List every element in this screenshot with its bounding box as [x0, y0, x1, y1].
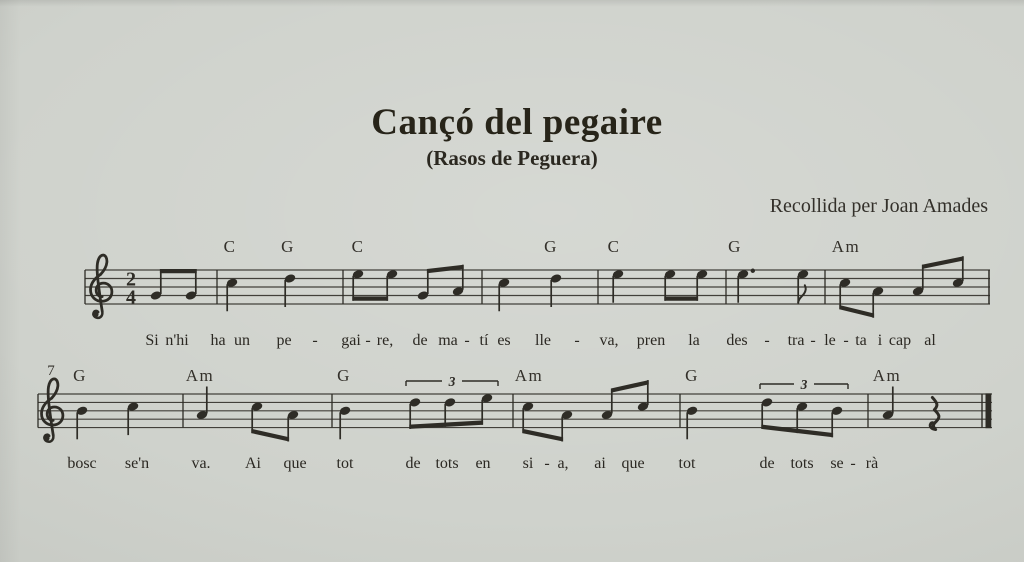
chord-symbol: C	[351, 237, 365, 256]
beam	[839, 305, 874, 318]
time-signature-denominator: 4	[126, 286, 136, 309]
lyric-syllable: ta	[855, 332, 867, 349]
lyric-syllable: a,	[557, 455, 569, 472]
lyric-syllable: i	[877, 332, 883, 349]
chord-symbol: G	[73, 366, 87, 385]
lyric-syllable: va,	[599, 332, 619, 349]
lyric-syllable: es	[497, 332, 511, 349]
page-title: Cançó del pegaire	[371, 102, 663, 143]
lyric-syllable: al	[924, 332, 936, 349]
tuplet-number: 3	[800, 377, 808, 392]
lyric-syllable: lle	[535, 332, 551, 349]
lyric-syllable: des	[726, 332, 748, 349]
lyric-syllable: de	[412, 332, 428, 349]
chord-symbol: G	[544, 237, 558, 256]
beam	[251, 429, 289, 442]
lyric-syllable: se	[830, 455, 844, 472]
chord-symbol: Am	[872, 366, 902, 385]
lyric-syllable: tot	[336, 455, 354, 472]
beam	[922, 256, 964, 269]
lyric-syllable: tot	[678, 455, 696, 472]
lyric-syllable: ha	[210, 332, 226, 349]
eighth-flag	[798, 285, 806, 303]
lyric-syllable: re,	[376, 332, 394, 349]
chord-symbol: Am	[831, 237, 861, 256]
measure-number: 7	[47, 363, 55, 379]
lyric-syllable: Si	[145, 332, 159, 349]
lyric-syllable: tots	[435, 455, 459, 472]
beam	[664, 296, 698, 300]
lyric-syllable: -	[764, 332, 770, 349]
lyric-syllable: un	[234, 332, 250, 349]
clef-blob	[93, 312, 99, 318]
lyric-syllable: ma	[438, 332, 458, 349]
lyric-syllable: n'hi	[165, 332, 189, 349]
chord-symbol: Am	[514, 366, 544, 385]
tuplet-number: 3	[448, 374, 456, 389]
lyric-syllable: le	[824, 332, 836, 349]
lyric-syllable: gai	[341, 332, 361, 349]
chord-symbol: G	[281, 237, 295, 256]
lyric-syllable: que	[621, 455, 645, 472]
lyric-syllable: que	[283, 455, 307, 472]
lyric-syllable: en	[475, 455, 491, 472]
lyric-syllable: rà	[865, 455, 879, 472]
chord-symbol: G	[728, 237, 742, 256]
lyric-syllable: ai	[594, 455, 606, 472]
lyric-syllable: -	[850, 455, 856, 472]
attribution: Recollida per Joan Amades	[769, 195, 988, 217]
chord-symbol: C	[223, 237, 237, 256]
lyric-syllable: de	[759, 455, 775, 472]
lyric-syllable: tí	[479, 332, 489, 349]
lyric-syllable: -	[312, 332, 318, 349]
clef-blob	[44, 435, 50, 441]
beam	[352, 296, 388, 300]
lyric-syllable: -	[365, 332, 371, 349]
chord-symbol: G	[337, 366, 351, 385]
lyric-syllable: -	[574, 332, 580, 349]
lyric-syllable: de	[405, 455, 421, 472]
chord-symbol: C	[607, 237, 621, 256]
final-thick-barline	[986, 393, 992, 428]
time-signature-numerator: 2	[126, 268, 136, 291]
beam	[522, 429, 563, 442]
lyric-syllable: va.	[191, 455, 211, 472]
lyric-syllable: pe	[276, 332, 292, 349]
chord-symbol: G	[685, 366, 699, 385]
lyric-syllable: bosc	[67, 455, 97, 472]
lyric-syllable: -	[843, 332, 849, 349]
lyric-syllable: la	[688, 332, 700, 349]
beam	[611, 380, 649, 393]
lyric-syllable: tra	[787, 332, 805, 349]
lyric-syllable: -	[544, 455, 550, 472]
beam	[160, 269, 197, 273]
lyric-syllable: -	[810, 332, 816, 349]
lyric-syllable: Ai	[245, 455, 261, 472]
page-subtitle: (Rasos de Peguera)	[426, 146, 598, 170]
lyric-syllable: -	[464, 332, 470, 349]
chord-symbol: Am	[185, 366, 215, 385]
beam	[427, 265, 464, 274]
lyric-syllable: si	[522, 455, 534, 472]
lyric-syllable: tots	[790, 455, 814, 472]
lyric-syllable: cap	[888, 332, 912, 349]
lyric-syllable: pren	[636, 332, 666, 349]
lyric-syllable: se'n	[124, 455, 150, 472]
augmentation-dot	[751, 269, 755, 273]
